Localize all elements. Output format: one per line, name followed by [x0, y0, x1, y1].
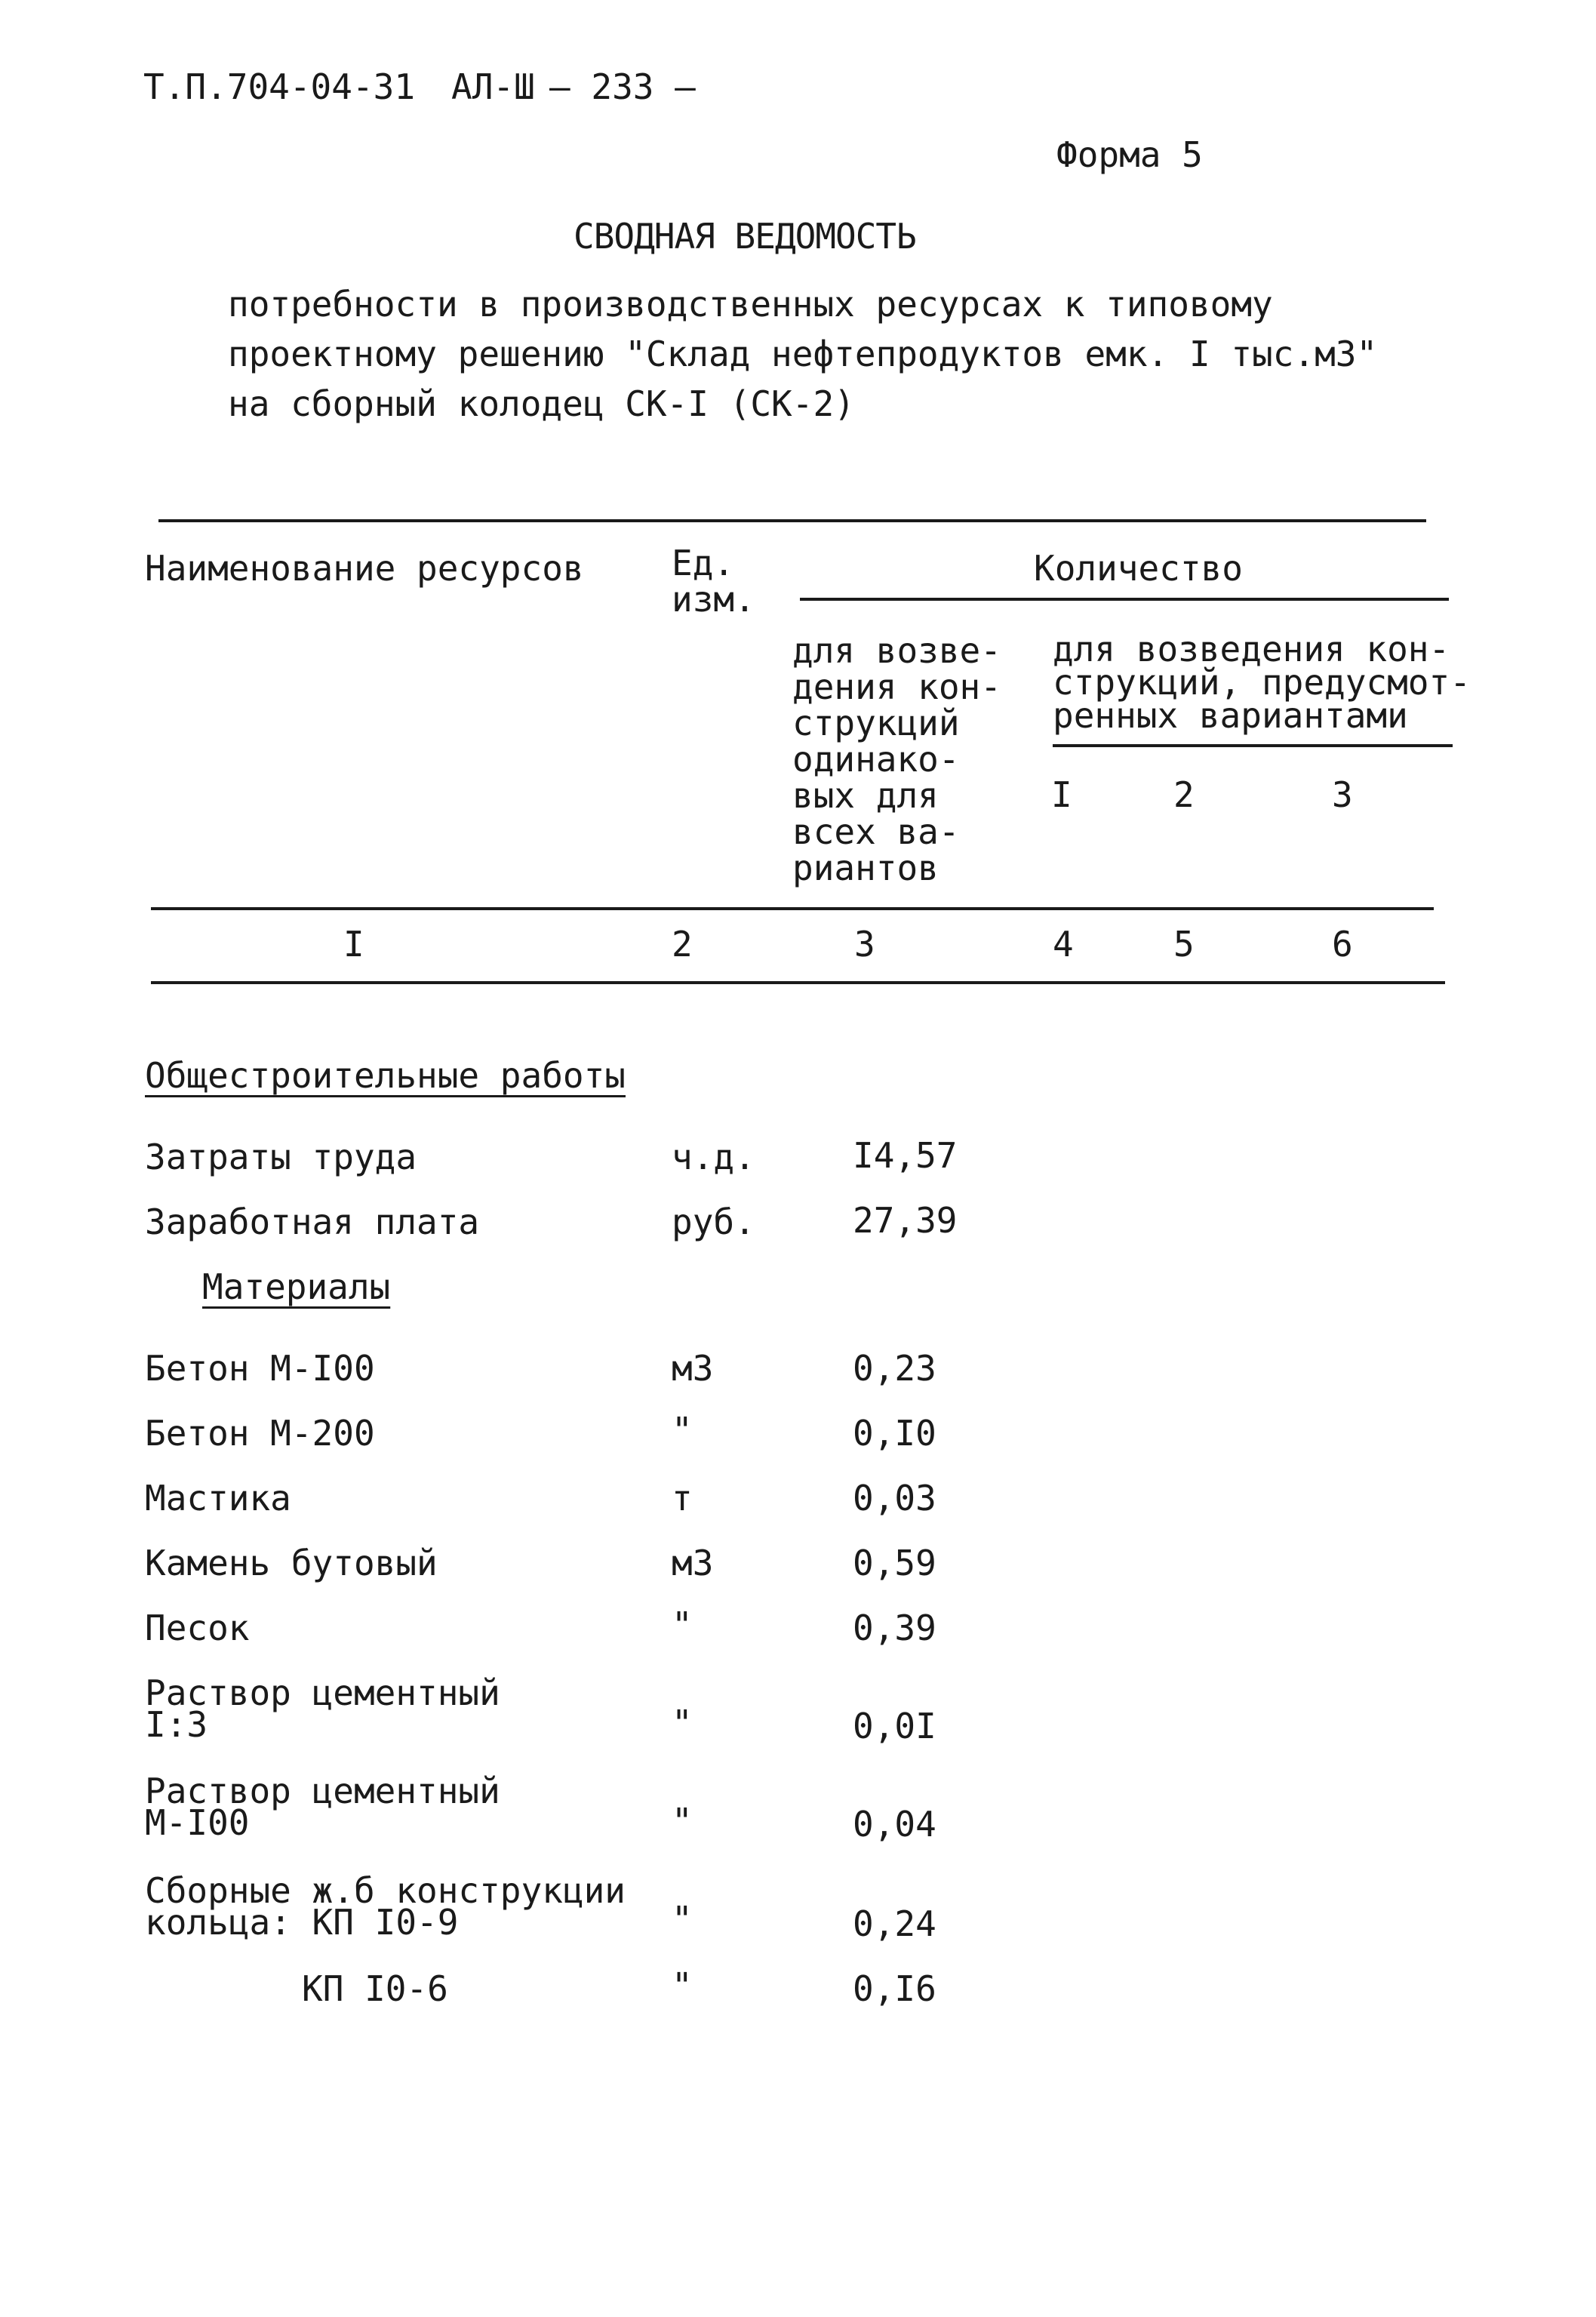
row-unit: м3 [672, 1348, 714, 1389]
row-name: Мастика [145, 1478, 291, 1519]
album-code: АЛ-Ш [451, 66, 535, 107]
row-value: 27,39 [853, 1200, 958, 1241]
subtitle-line-2: проектному решению "Склад нефтепродуктов емк. I тыс.м3" [228, 334, 1378, 374]
table-top-rule [158, 519, 1426, 522]
row-value: 0,23 [853, 1348, 936, 1389]
row-name: Раствор цементный I:3 [145, 1672, 500, 1745]
header-resource-name: Наименование ресурсов [145, 548, 584, 589]
row-value: 0,04 [853, 1804, 936, 1845]
column-number-6: 6 [1332, 924, 1353, 965]
row-value: 0,I6 [853, 1968, 936, 2009]
row-value: 0,39 [853, 1608, 936, 1648]
materials-title: Материалы [202, 1266, 391, 1307]
header-unit: Ед. изм. [672, 543, 755, 620]
header-common-construction: для возве- дения кон- струкций одинако- вых для всех ва- риантов [792, 630, 1001, 888]
header-variant-2: 2 [1173, 774, 1195, 815]
document-code: Т.П.704-04-31 [143, 66, 416, 107]
row-unit: м3 [672, 1543, 714, 1583]
row-value: 0,59 [853, 1543, 936, 1583]
row-name: Раствор цементный М-I00 [145, 1771, 500, 1843]
row-unit: " [672, 1605, 693, 1645]
subtitle-line-3: на сборный колодец СК-I (СК-2) [228, 383, 855, 424]
header-variant-3: 3 [1332, 774, 1353, 815]
section-title: Общестроительные работы [145, 1055, 626, 1096]
row-name: Бетон М-200 [145, 1413, 375, 1454]
row-unit: " [672, 1410, 693, 1451]
row-value: 0,03 [853, 1478, 936, 1519]
row-unit: руб. [672, 1202, 755, 1242]
row-unit: " [672, 1801, 693, 1842]
page-number: — 233 — [549, 66, 696, 107]
row-value: 0,I0 [853, 1413, 936, 1454]
row-name: Камень бутовый [145, 1543, 438, 1583]
row-unit: ч.д. [672, 1137, 755, 1177]
row-unit: " [672, 1703, 693, 1743]
header-variant-construction: для возведения кон- струкций, предусмот- ренных вариантами [1053, 629, 1471, 736]
row-value: 0,0I [853, 1706, 936, 1746]
header-bottom-rule [151, 907, 1434, 910]
quantity-rule [800, 598, 1449, 601]
row-name: КП I0-6 [302, 1968, 448, 2009]
row-unit: т [672, 1478, 693, 1519]
column-number-2: 2 [672, 924, 693, 965]
row-name: Песок [145, 1608, 250, 1648]
subtitle-line-1: потребности в производственных ресурсах к типовому [228, 284, 1273, 325]
column-numbers-rule [151, 981, 1445, 984]
page-title: СВОДНАЯ ВЕДОМОСТЬ [574, 216, 916, 257]
variants-rule [1053, 744, 1453, 747]
column-number-3: 3 [854, 924, 875, 965]
row-name: Бетон М-I00 [145, 1348, 375, 1389]
header-variant-1: I [1051, 774, 1072, 815]
row-unit: " [672, 1965, 693, 2006]
row-name: Сборные ж.б конструкции кольца: КП I0-9 [145, 1870, 626, 1943]
header-quantity: Количество [1034, 548, 1243, 589]
row-unit: " [672, 1899, 693, 1940]
column-number-4: 4 [1053, 924, 1074, 965]
row-name: Заработная плата [145, 1202, 480, 1242]
column-number-1: I [343, 924, 364, 965]
row-name: Затраты труда [145, 1137, 417, 1177]
row-value: I4,57 [853, 1135, 958, 1176]
row-value: 0,24 [853, 1903, 936, 1944]
column-number-5: 5 [1173, 924, 1195, 965]
form-label: Форма 5 [1056, 134, 1203, 175]
